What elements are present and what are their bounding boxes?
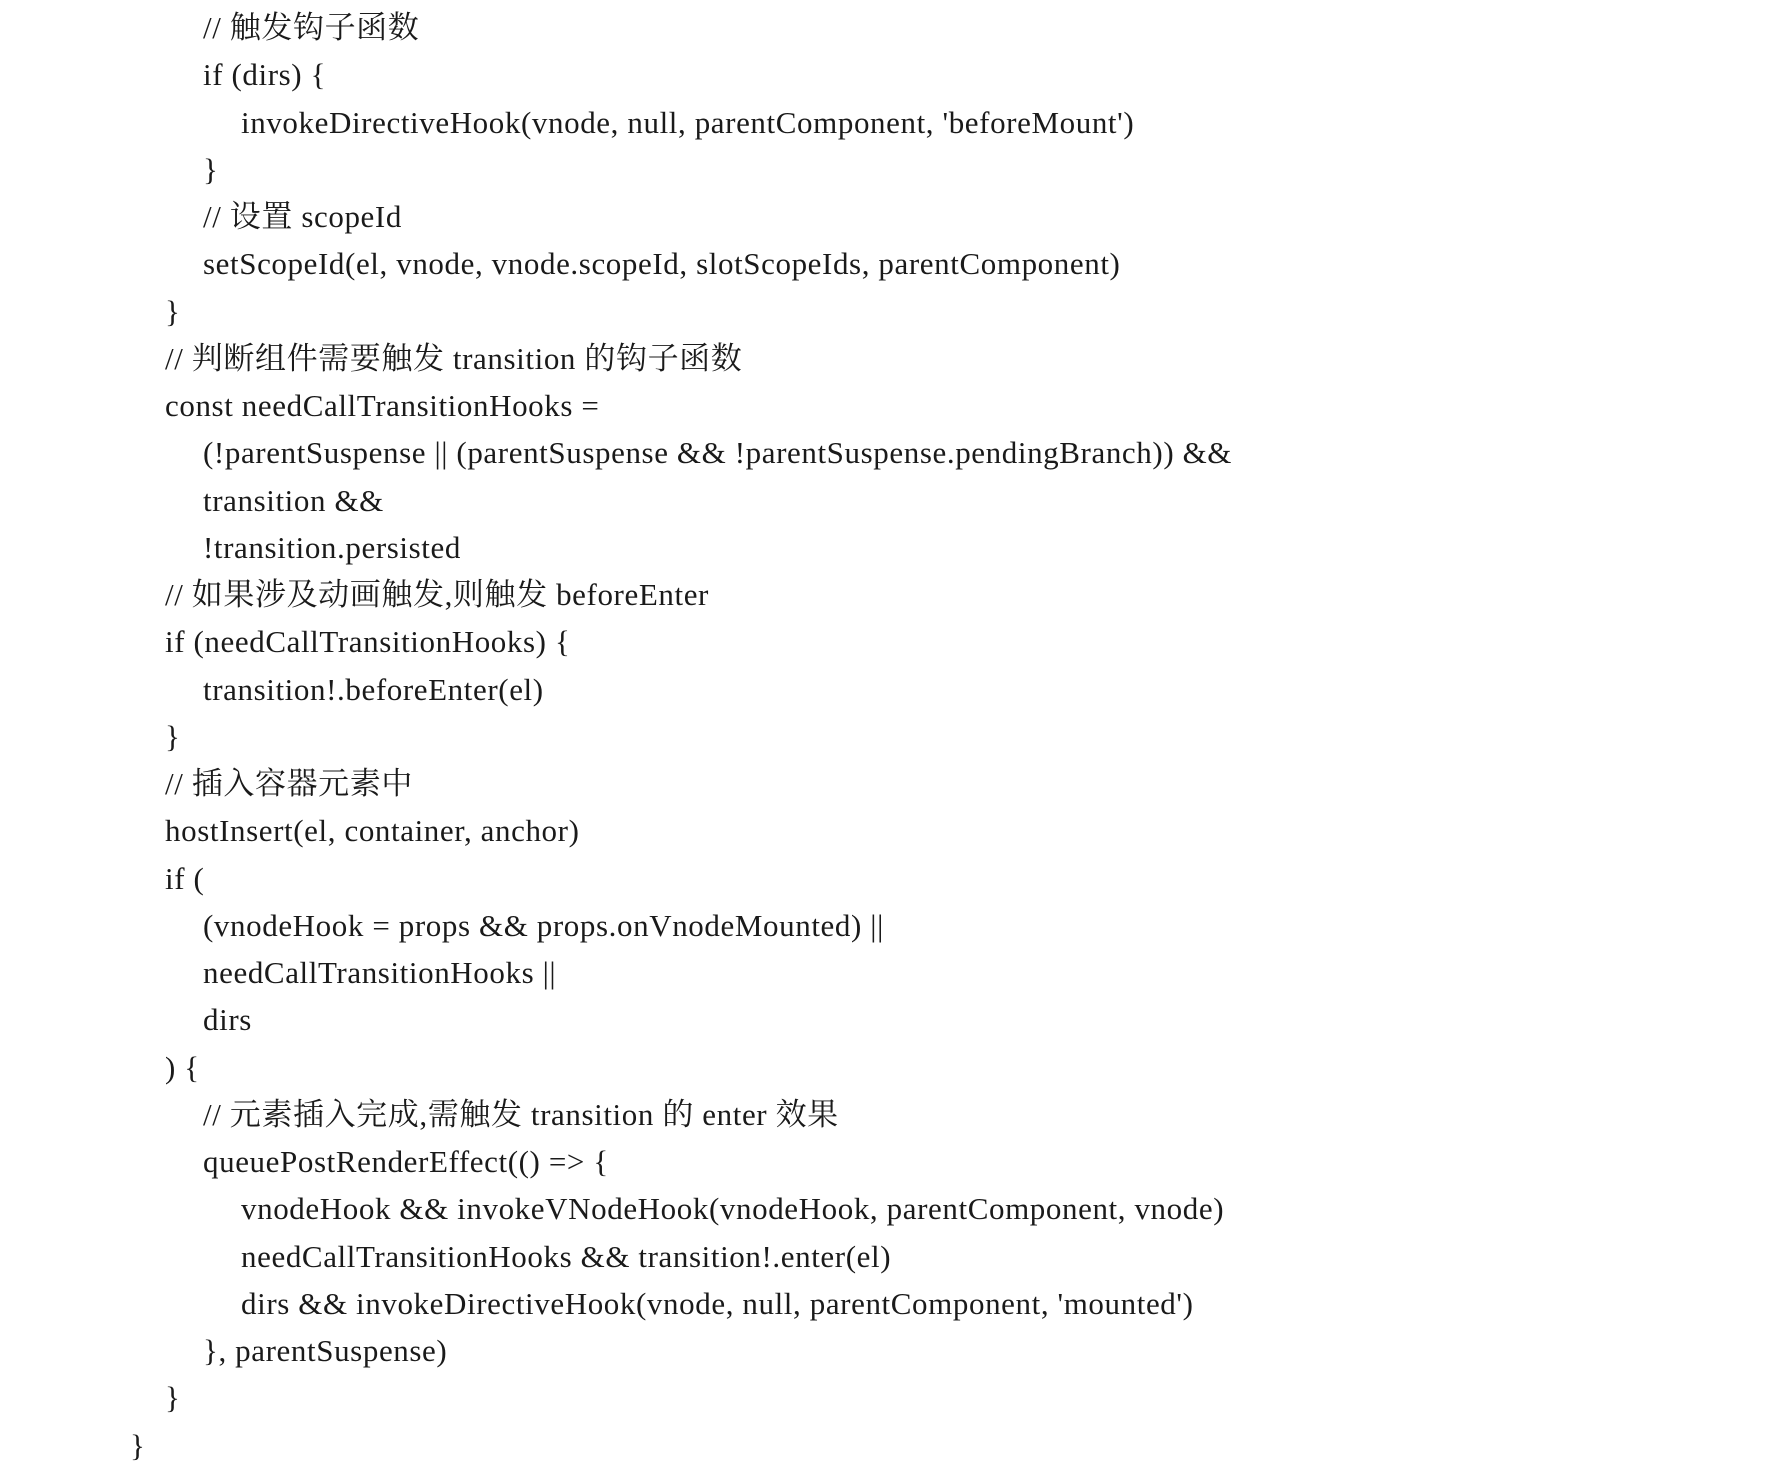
code-line-21 bbox=[0, 949, 1771, 996]
code-line-text: needCallTransitionHooks || bbox=[203, 955, 557, 990]
code-line-27 bbox=[0, 1233, 1771, 1280]
code-line-text: if ( bbox=[165, 860, 205, 896]
code-line-text: !transition.persisted bbox=[203, 529, 461, 565]
code-line-2 bbox=[0, 51, 1771, 98]
code-line-text: hostInsert(el, container, anchor) bbox=[165, 813, 580, 849]
code-line-text: const needCallTransitionHooks = bbox=[165, 388, 600, 423]
code-line-text: // 如果涉及动画触发,则触发 beforeEnter bbox=[165, 577, 709, 612]
code-line-16 bbox=[0, 713, 1771, 760]
code-line-text: if (needCallTransitionHooks) { bbox=[165, 624, 571, 660]
code-line-5 bbox=[0, 193, 1771, 240]
code-line-text: // 触发钩子函数 bbox=[203, 10, 420, 45]
code-line-9 bbox=[0, 382, 1771, 429]
code-line-text: } bbox=[165, 718, 181, 754]
code-line-text: vnodeHook && invokeVNodeHook(vnodeHook, parentComponent, vnode) bbox=[241, 1191, 1225, 1227]
code-line-text: }, parentSuspense) bbox=[203, 1333, 448, 1368]
code-line-26 bbox=[0, 1185, 1771, 1232]
code-line-text: transition!.beforeEnter(el) bbox=[203, 671, 544, 707]
code-line-25 bbox=[0, 1138, 1771, 1185]
code-line-31 bbox=[0, 1422, 1771, 1469]
code-line-text: } bbox=[130, 1427, 146, 1463]
code-line-30 bbox=[0, 1374, 1771, 1421]
code-line-18 bbox=[0, 807, 1771, 854]
code-line-12 bbox=[0, 524, 1771, 571]
code-line-8 bbox=[0, 335, 1771, 382]
code-line-text: (!parentSuspense || (parentSuspense && !parentSuspense.pendingBranch)) && bbox=[203, 435, 1233, 471]
code-line-text: } bbox=[165, 293, 181, 329]
code-line-1 bbox=[0, 4, 1771, 51]
code-line-text: (vnodeHook = props && props.onVnodeMounted) || bbox=[203, 907, 884, 943]
code-line-text: dirs bbox=[203, 1002, 252, 1038]
code-line-text: // 设置 scopeId bbox=[203, 199, 402, 234]
code-line-4 bbox=[0, 146, 1771, 193]
code-line-17 bbox=[0, 760, 1771, 807]
code-line-19 bbox=[0, 855, 1771, 902]
code-line-11 bbox=[0, 477, 1771, 524]
code-line-text: queuePostRenderEffect(() => { bbox=[203, 1144, 609, 1179]
code-line-7 bbox=[0, 288, 1771, 335]
code-line-text: // 判断组件需要触发 transition 的钩子函数 bbox=[165, 340, 743, 376]
code-line-text: setScopeId(el, vnode, vnode.scopeId, slotScopeIds, parentComponent) bbox=[203, 246, 1121, 282]
code-line-text: if (dirs) { bbox=[203, 57, 327, 93]
code-line-text: ) { bbox=[165, 1049, 200, 1085]
code-line-15 bbox=[0, 666, 1771, 713]
code-line-3 bbox=[0, 99, 1771, 146]
code-line-6 bbox=[0, 240, 1771, 287]
code-line-22 bbox=[0, 996, 1771, 1043]
code-line-14 bbox=[0, 618, 1771, 665]
code-line-24 bbox=[0, 1091, 1771, 1138]
code-line-29 bbox=[0, 1327, 1771, 1374]
code-line-text: dirs && invokeDirectiveHook(vnode, null, parentComponent, 'mounted') bbox=[241, 1285, 1194, 1321]
code-line-20 bbox=[0, 902, 1771, 949]
code-line-text: // 元素插入完成,需触发 transition 的 enter 效果 bbox=[203, 1096, 839, 1132]
code-line-text: // 插入容器元素中 bbox=[165, 766, 413, 801]
code-line-23 bbox=[0, 1044, 1771, 1091]
code-line-text: } bbox=[203, 151, 219, 187]
code-line-28 bbox=[0, 1280, 1771, 1327]
code-line-13 bbox=[0, 571, 1771, 618]
code-line-text: needCallTransitionHooks && transition!.enter(el) bbox=[241, 1238, 892, 1274]
code-line-text: invokeDirectiveHook(vnode, null, parentComponent, 'beforeMount') bbox=[241, 104, 1135, 140]
code-line-10 bbox=[0, 429, 1771, 476]
code-line-text: transition && bbox=[203, 482, 384, 518]
code-line-text: } bbox=[165, 1380, 181, 1416]
